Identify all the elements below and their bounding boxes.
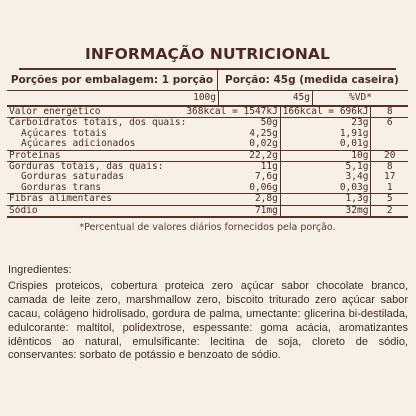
daily-value-percent: 17	[383, 171, 396, 183]
nutrition-title: INFORMAÇÃO NUTRICIONAL	[84, 45, 330, 63]
nutrient-row	[7, 194, 408, 205]
nutrition-facts-panel	[7, 40, 408, 233]
value-per-100g: 71mg	[186, 205, 280, 217]
nutrient-name: Gorduras saturadas	[21, 171, 124, 183]
daily-value-percent: 8	[386, 106, 393, 117]
daily-value-percent	[371, 129, 408, 139]
nutrient-name: Fibras alimentares	[7, 194, 186, 205]
value-per-100g: 368kcal = 1547kJ	[186, 107, 280, 118]
column-header-row	[7, 90, 408, 107]
value-per-serving: 0,01g	[280, 139, 371, 150]
value-per-serving: 23g	[280, 118, 371, 129]
nutrient-name: Carboidratos totais, dos quais:	[9, 117, 187, 129]
value-per-100g: 7,6g	[186, 172, 280, 182]
value-per-serving: 10g	[280, 150, 371, 161]
value-per-100g: 0,06g	[186, 183, 280, 194]
nutrient-name: Proteínas	[7, 150, 186, 161]
nutrient-name: Açúcares adicionados	[21, 138, 136, 150]
value-per-serving: 32mg	[280, 205, 371, 217]
nutrition-table	[7, 107, 408, 218]
nutrient-name: Gorduras totais, das quais:	[7, 162, 186, 173]
value-per-100g: 50g	[186, 118, 280, 129]
nutrient-row	[7, 107, 408, 118]
nutrient-row	[7, 205, 408, 217]
serving-size: Porção: 45g (medida caseira)	[225, 74, 399, 86]
value-per-serving: 3,4g	[280, 172, 371, 182]
daily-value-percent: 8	[371, 162, 408, 173]
nutrient-row	[7, 183, 408, 194]
nutrient-name: Açúcares totais	[21, 127, 107, 139]
header-daily-value: %VD*	[349, 92, 372, 103]
header-per-100g: 100g	[156, 91, 219, 105]
ingredients-text: Crispies proteicos, cobertura proteica zero açúcar sabor chocolate branco, camada de leite zero, marshmallow zero, biscoito triturado zero açúcar sabor cacau, colágeno hidrolisado, gordura de palma, umectante: glicerina bi-destilada, edulcorante: maltitol, polidextrose, espessante: goma acácia, aromatizantes idênticos ao natural, emulsificante: lecitina de soja, cloreto de sódio, conservantes: sorbato de potássio e benzoato de sódio.	[8, 279, 408, 362]
value-per-serving: 5,1g	[280, 162, 371, 173]
value-per-serving: 1,91g	[280, 129, 371, 139]
value-per-100g: 11g	[186, 162, 280, 173]
daily-value-percent: 1	[386, 181, 393, 193]
daily-value-percent: 2	[371, 205, 408, 217]
nutrient-row	[7, 150, 408, 161]
footnote: *Percentual de valores diários fornecidos pela porção.	[79, 222, 336, 234]
daily-value-percent: 20	[371, 150, 408, 161]
nutrient-row	[7, 139, 408, 150]
daily-value-percent: 6	[371, 118, 408, 129]
serving-info-row	[7, 70, 408, 90]
value-per-100g: 2,8g	[186, 194, 280, 205]
header-blank	[7, 91, 156, 105]
header-per-serving: 45g	[219, 91, 313, 105]
value-per-100g: 22,2g	[186, 150, 280, 161]
value-per-serving: 166kcal = 696kJ	[280, 107, 371, 118]
value-per-serving: 0,03g	[280, 183, 371, 194]
value-per-serving: 1,3g	[280, 194, 371, 205]
ingredients-title: Ingredientes:	[8, 264, 72, 276]
nutrient-name: Gorduras trans	[21, 181, 102, 193]
nutrient-name: Sódio	[7, 205, 186, 217]
daily-value-percent: 5	[371, 194, 408, 205]
servings-per-package: Porções por embalagem: 1 porção	[7, 70, 218, 90]
nutrient-name: Valor energético	[9, 106, 101, 117]
ingredients-section	[8, 264, 408, 363]
daily-value-percent	[371, 139, 408, 150]
value-per-100g: 4,25g	[186, 129, 280, 139]
value-per-100g: 0,02g	[186, 139, 280, 150]
